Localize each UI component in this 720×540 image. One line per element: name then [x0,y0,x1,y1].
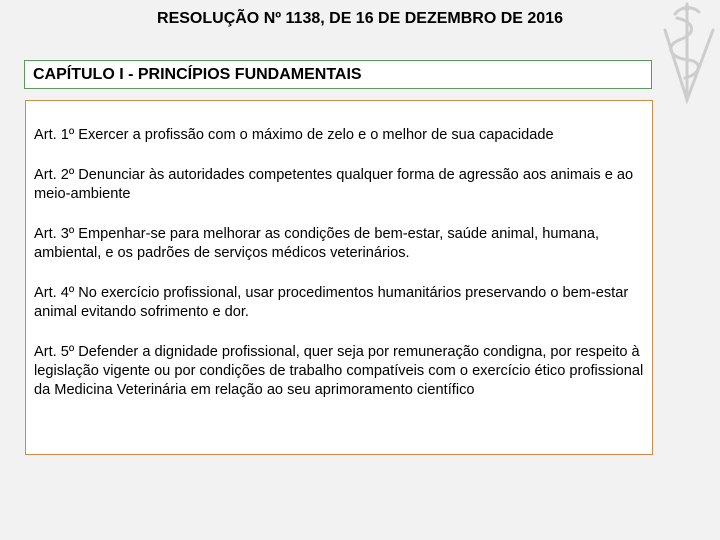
article-1: Art. 1º Exercer a profissão com o máximo de zelo e o melhor de sua capacidade [34,127,554,143]
article-5: Art. 5º Defender a dignidade profissional, quer seja por remuneração condigna, por respeito à legislação vigente ou por condições de trabalho compatíveis com o exercício ético profissional da Medicina Veterinária em relação ao seu aprimoramento científico [34,344,644,398]
chapter-header [24,60,652,89]
chapter-title: CAPÍTULO I - PRINCÍPIOS FUNDAMENTAIS [33,65,362,83]
article-4: Art. 4º No exercício profissional, usar procedimentos humanitários preservando o bem-estar animal evitando sofrimento e dor. [34,285,629,320]
veterinary-caduceus-v-logo-icon [655,0,720,104]
article-2: Art. 2º Denunciar às autoridades competentes qualquer forma de agressão aos animais e ao meio-ambiente [34,167,634,202]
page-title: RESOLUÇÃO Nº 1138, DE 16 DE DEZEMBRO DE 2016 [157,10,563,27]
article-3: Art. 3º Empenhar-se para melhorar as condições de bem-estar, saúde animal, humana, ambiental, e os padrões de serviços médicos veterinários. [34,226,600,261]
articles-panel [25,100,653,455]
